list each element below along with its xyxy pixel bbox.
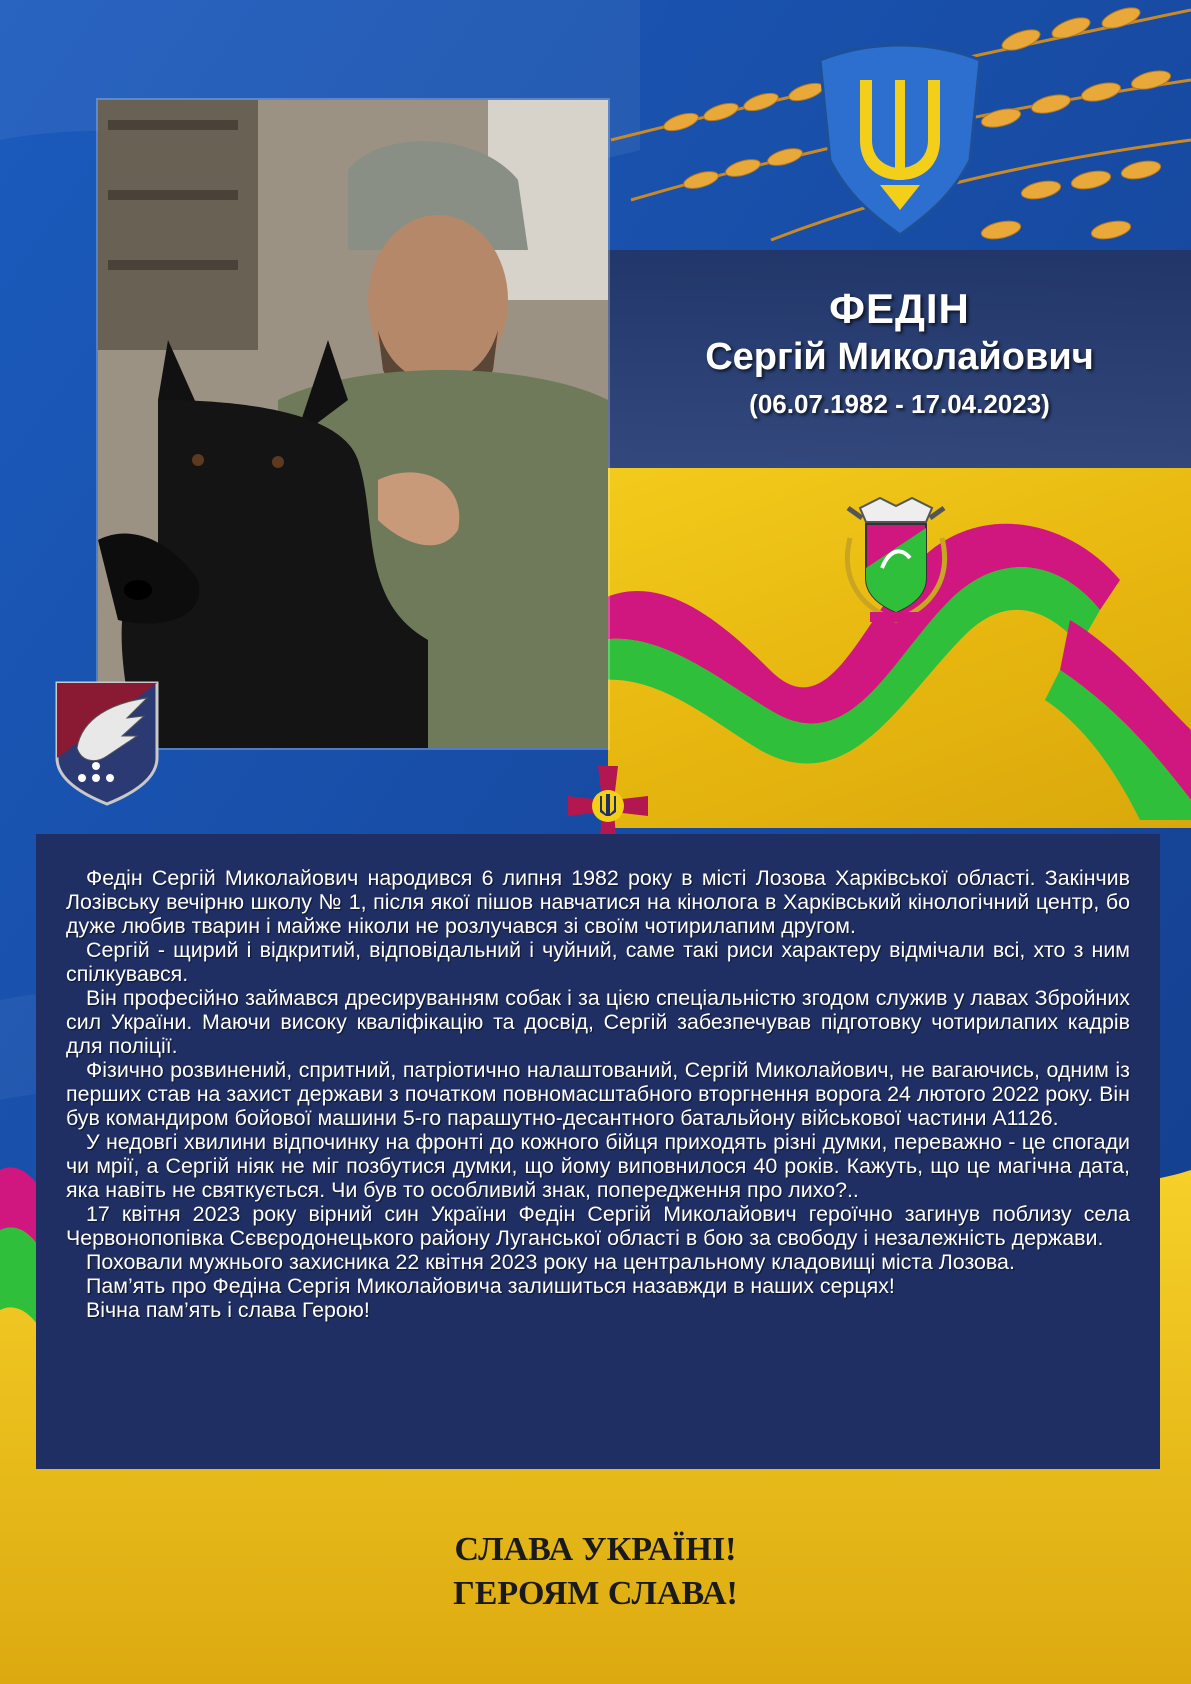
given-names: Сергій Миколайович: [705, 336, 1094, 378]
biography-paragraph: У недовгі хвилини відпочинку на фронті до кожного бійця приходять різні думки, переважно - це спогади чи мрії, а Сергій ніяк не міг позбутися думки, що йому виповнилося 40 років. Кажуть, що це магічна дата, яка навіть не святкується. Чи був то особливий знак, попередження про лихо?..: [66, 1130, 1130, 1202]
slogan-line-2: ГЕРОЯМ СЛАВА!: [453, 1575, 738, 1612]
soldier-with-dog-photo: [98, 100, 608, 748]
life-dates: (06.07.1982 - 17.04.2023): [749, 389, 1050, 419]
surname: ФЕДІН: [829, 285, 970, 332]
hero-name-block: [608, 285, 1191, 420]
biography-paragraph: Поховали мужнього захисника 22 квітня 2023 року на центральному кладовищі міста Лозова.: [86, 1250, 1015, 1274]
biography-paragraph: Він професійно займався дресируванням собак і за цією спеціальністю згодом служив у лавах Збройних сил України. Маючи високу кваліфікацію та досвід, Сергій забезпечував підготовку чотирилапих кадрів для поліції.: [66, 986, 1130, 1058]
slogan: [0, 1528, 1191, 1616]
biography-paragraph: Вічна пам’ять і слава Герою!: [86, 1298, 370, 1322]
biography-paragraph: Пам’ять про Федіна Сергія Миколайовича залишиться назавжди в наших серцях!: [86, 1274, 895, 1298]
slogan-line-1: СЛАВА УКРАЇНІ!: [454, 1531, 737, 1568]
portrait-photo: [98, 100, 608, 748]
biography-paragraph: Фізично розвинений, спритний, патріотично налаштований, Сергій Миколайович, не вагаючись, одним із перших став на захист держави з початком повномасштабного вторгнення ворога 24 лютого 2022 року. Він був командиром бойової машини 5-го парашутно-десантного батальйону військової частини А1126.: [66, 1058, 1130, 1130]
biography-panel: [36, 834, 1160, 1469]
trident-coat-of-arms-icon: [800, 40, 1000, 240]
biography-paragraph: Сергій - щирий і відкритий, відповідальний і чуйний, саме такі риси характеру відмічали всі, хто з ним спілкувався.: [66, 938, 1130, 986]
lozova-city-arms-icon: [830, 488, 962, 628]
biography-paragraph: Федін Сергій Миколайович народився 6 липня 1982 року в місті Лозова Харківської області. Закінчив Лозівську вечірню школу № 1, після якої пішов навчатися на кінолога в Харківський кінологічний центр, бо дуже любив тварин і майже ніколи не розлучався зі своїм чотирилапим другом.: [66, 866, 1130, 938]
eagle-unit-patch-icon: [52, 678, 162, 806]
biography-paragraph: 17 квітня 2023 року вірний син України Федін Сергій Миколайович героїчно загинув поблизу села Червонопопівка Сєвєродонецького району Луганської області в бою за свободу і незалежність держави.: [66, 1202, 1130, 1250]
